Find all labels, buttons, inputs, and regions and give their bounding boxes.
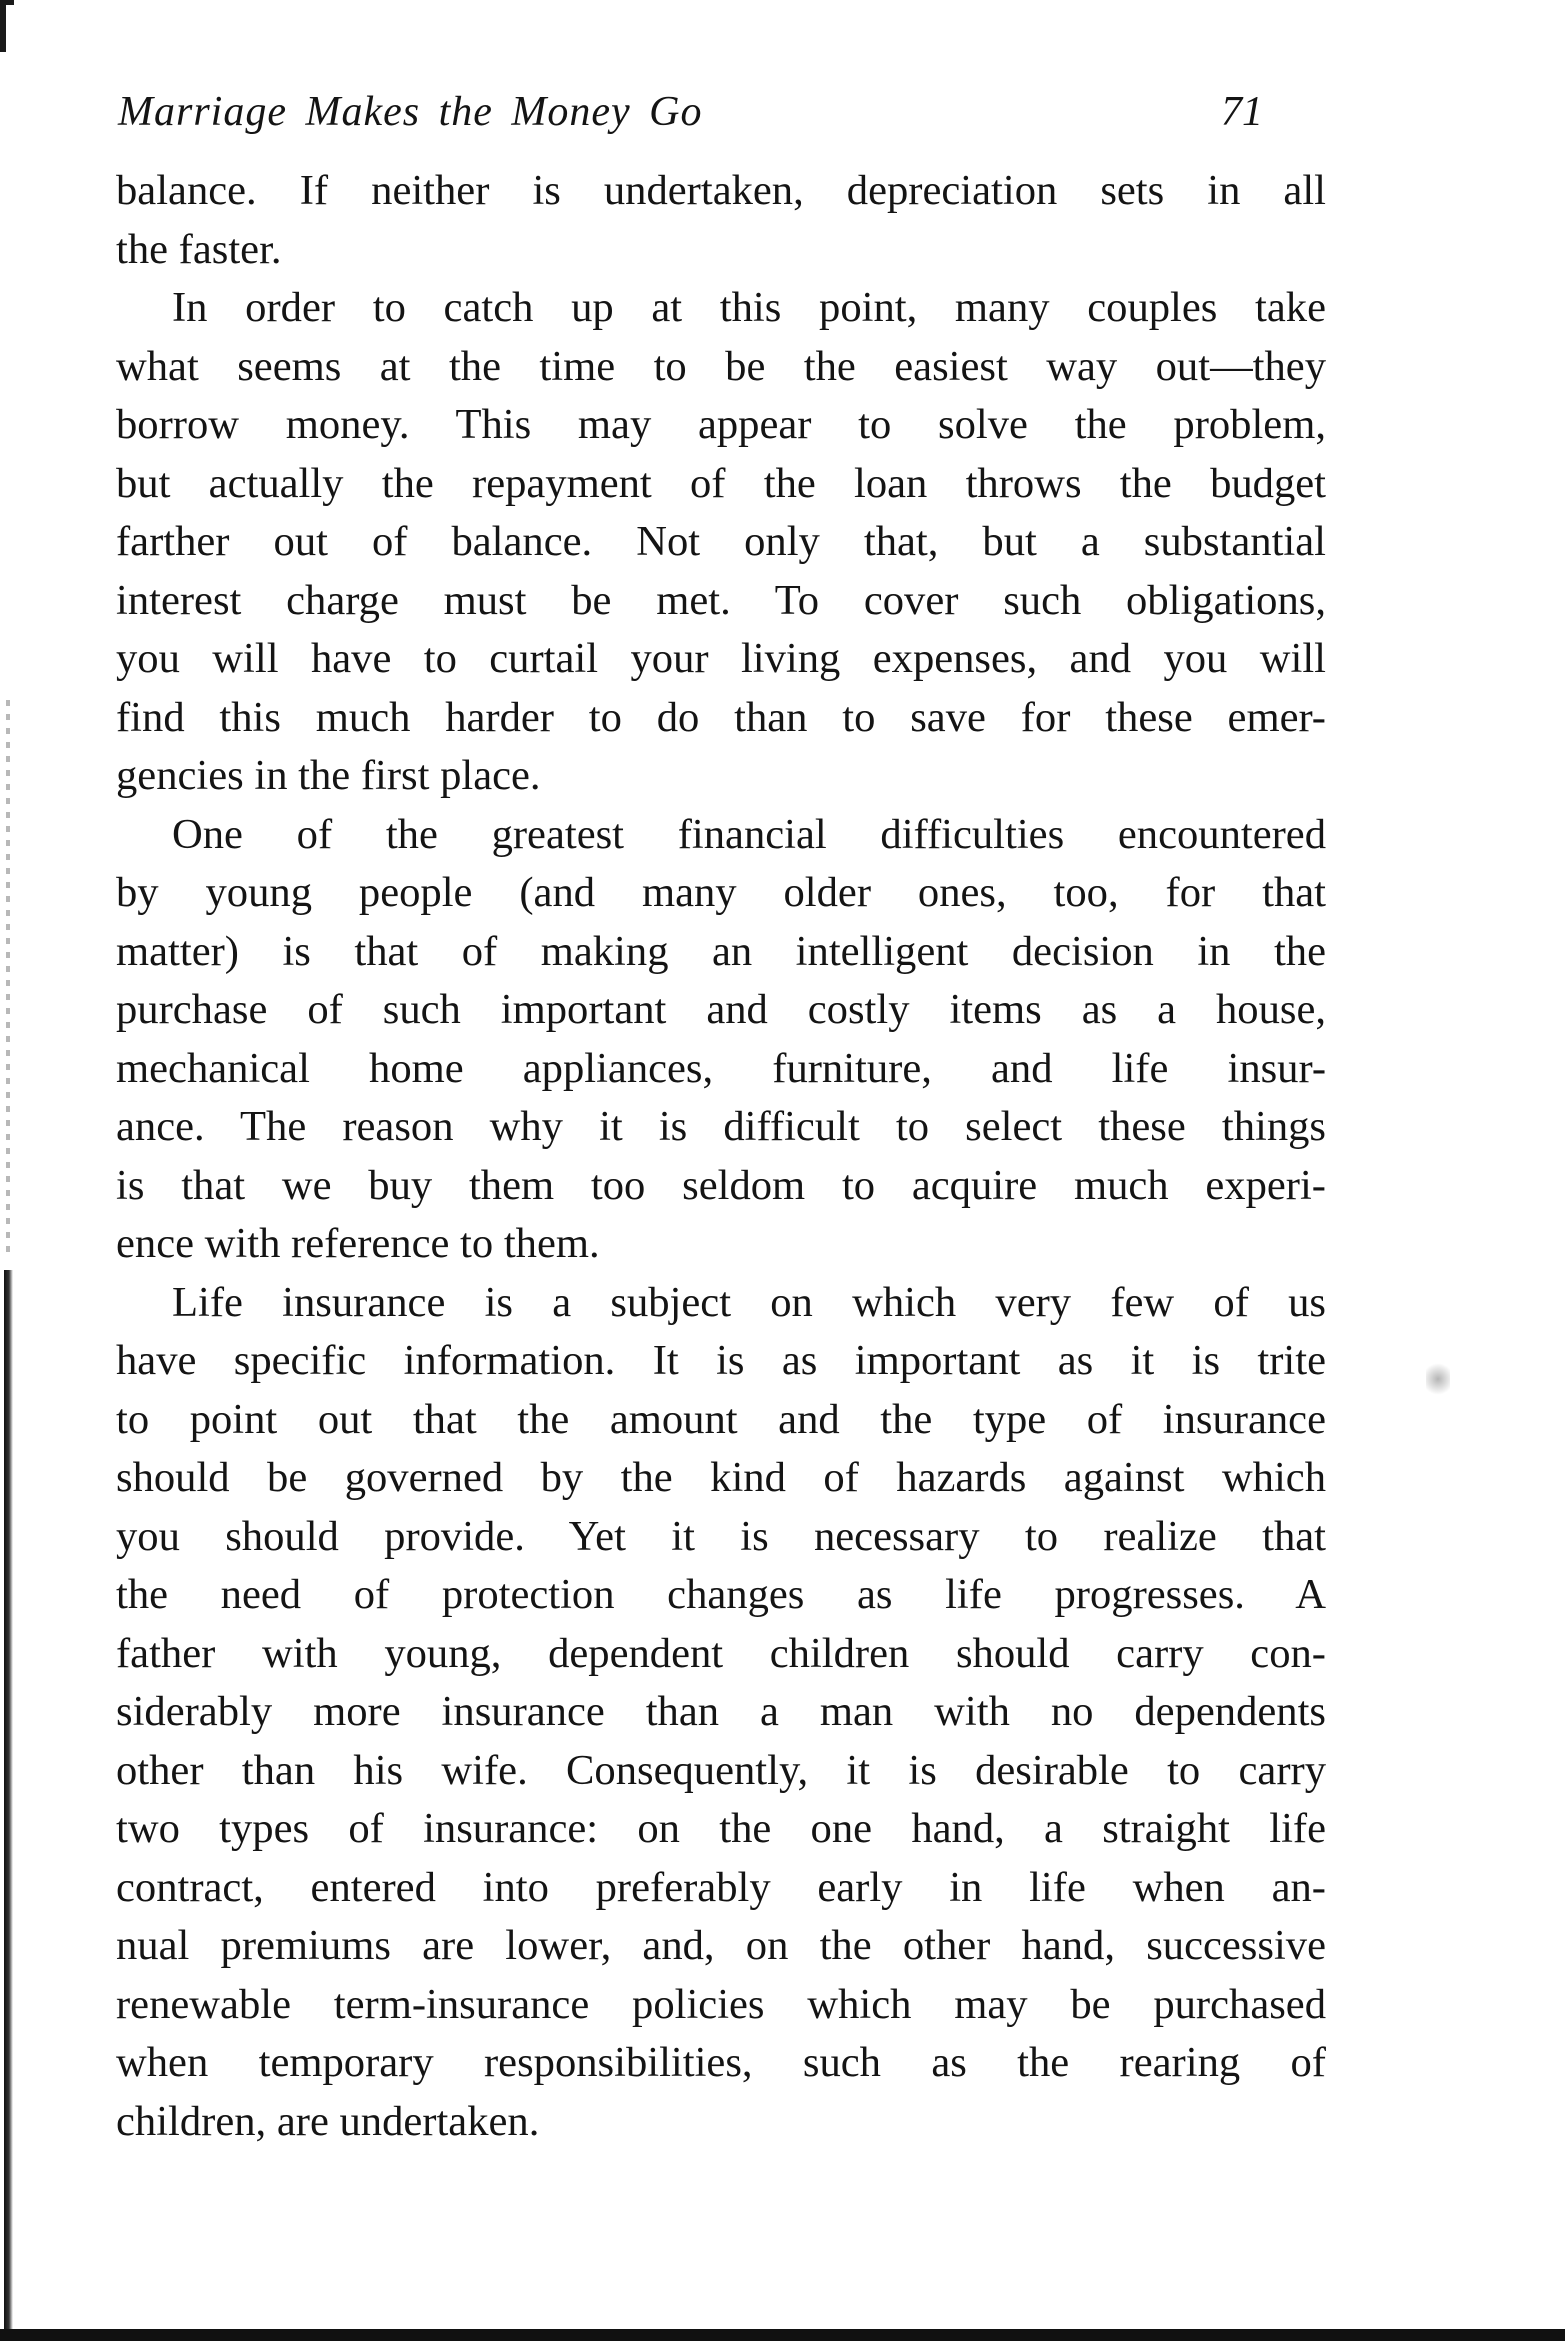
text-line: borrow money. This may appear to solve the problem, <box>116 401 1326 448</box>
text-line: but actually the repayment of the loan throws the budget <box>116 459 1326 507</box>
text-line: children, are undertaken. <box>116 2097 540 2145</box>
scan-left-edge-faint <box>6 700 10 1260</box>
paragraph-2 <box>116 279 1326 806</box>
text-line: is that we buy them too seldom to acquire much experi- <box>116 1161 1326 1209</box>
text-line: mechanical home appliances, furniture, and life insur- <box>116 1044 1326 1092</box>
text-line: In order to catch up at this point, many couples take <box>172 284 1326 331</box>
text-line: what seems at the time to be the easiest way out—they <box>116 342 1326 390</box>
page-number: 71 <box>1221 89 1263 135</box>
scan-corner-mark <box>0 0 14 52</box>
text-line: ence with reference to them. <box>116 1220 600 1267</box>
text-line: the need of protection changes as life progresses. A <box>116 1571 1326 1618</box>
text-line: matter) is that of making an intelligent decision in the <box>116 927 1326 975</box>
paragraph-3 <box>116 806 1326 1274</box>
text-line: other than his wife. Consequently, it is desirable to carry <box>116 1746 1326 1794</box>
text-line: should be governed by the kind of hazards against which <box>116 1454 1326 1501</box>
scan-smudge <box>1426 1360 1450 1398</box>
text-line: when temporary responsibilities, such as the rearing of <box>116 2039 1326 2086</box>
text-line: you will have to curtail your living expenses, and you will <box>116 635 1326 682</box>
text-line: father with young, dependent children should carry con- <box>116 1629 1326 1677</box>
text-line: One of the greatest financial difficulties encountered <box>172 810 1326 858</box>
text-line: by young people (and many older ones, too, for that <box>116 869 1326 916</box>
text-line: siderably more insurance than a man with no dependents <box>116 1688 1326 1735</box>
text-line: renewable term-insurance policies which may be purchased <box>116 1980 1326 2028</box>
text-line: purchase of such important and costly items as a house, <box>116 986 1326 1033</box>
text-line: find this much harder to do than to save for these emer- <box>116 693 1326 741</box>
body-text <box>116 162 1326 2151</box>
text-line: two types of insurance: on the one hand, a straight life <box>116 1805 1326 1852</box>
scan-left-edge-shadow <box>4 1270 13 2330</box>
text-line: gencies in the first place. <box>116 752 541 799</box>
running-title: Marriage Makes the Money Go <box>118 89 703 135</box>
text-line: nual premiums are lower, and, on the other hand, successive <box>116 1922 1326 1969</box>
text-line: farther out of balance. Not only that, but a substantial <box>116 518 1326 565</box>
scan-bottom-edge <box>0 2329 1565 2341</box>
text-line: ance. The reason why it is difficult to select these things <box>116 1103 1326 1150</box>
text-line: contract, entered into preferably early in life when an- <box>116 1863 1326 1911</box>
paragraph-1 <box>116 162 1326 279</box>
text-line: have specific information. It is as important as it is trite <box>116 1337 1326 1384</box>
text-line: to point out that the amount and the type of insurance <box>116 1395 1326 1443</box>
text-line: balance. If neither is undertaken, depreciation sets in all <box>116 167 1326 214</box>
page-header <box>118 88 1263 144</box>
text-line: interest charge must be met. To cover such obligations, <box>116 576 1326 624</box>
text-line: you should provide. Yet it is necessary to realize that <box>116 1512 1326 1560</box>
paragraph-4 <box>116 1274 1326 2152</box>
text-line: Life insurance is a subject on which very few of us <box>172 1278 1326 1326</box>
text-line: the faster. <box>116 225 282 273</box>
